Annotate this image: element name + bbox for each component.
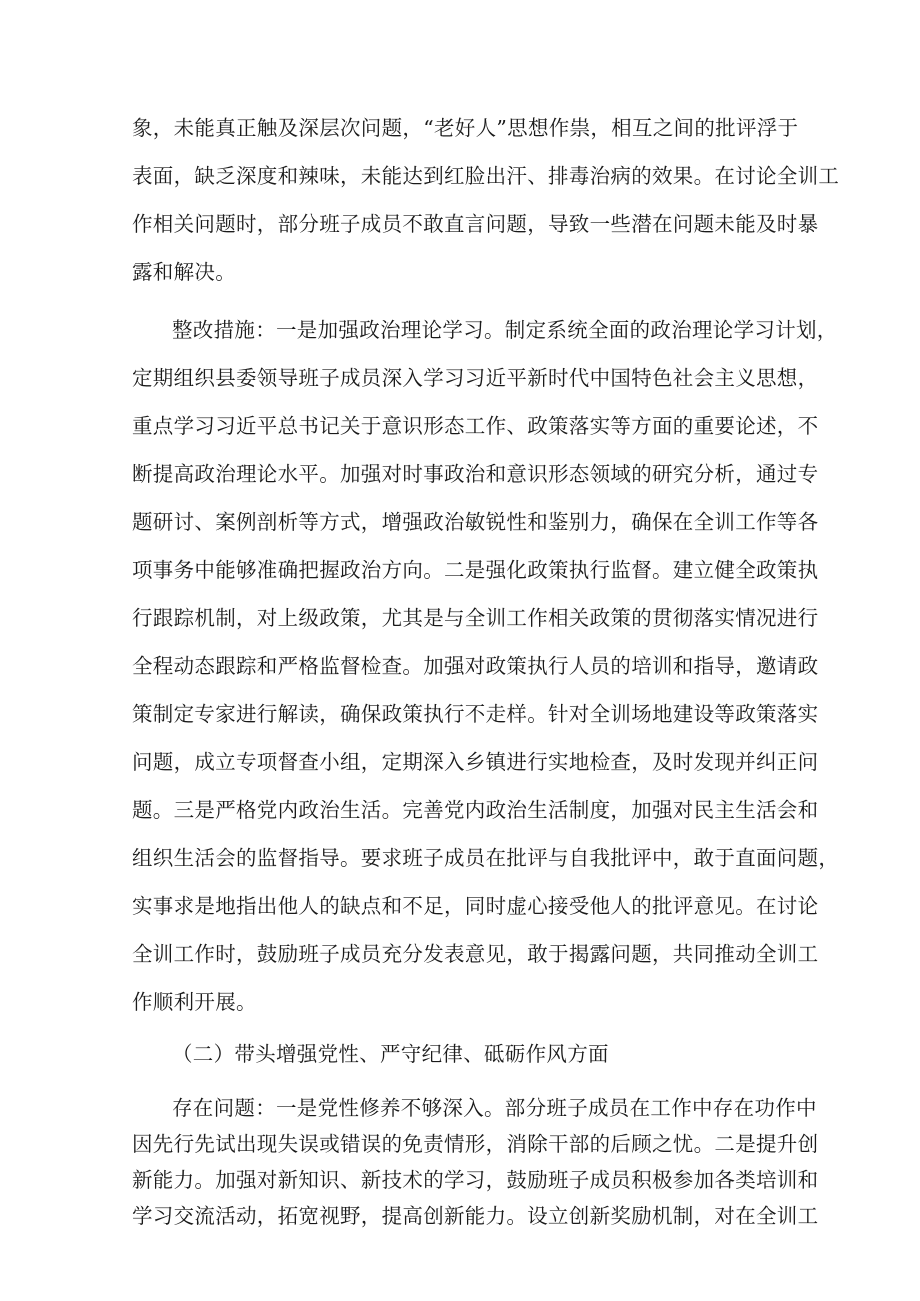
text-line: 项事务中能够准确把握政治方向。二是强化政策执行监督。建立健全政策执 xyxy=(132,558,819,582)
text-line: 新能力。加强对新知识、新技术的学习，鼓励班子成员积极参加各类培训和 xyxy=(132,1168,819,1192)
text-line: 定期组织县委领导班子成员深入学习习近平新时代中国特色社会主义思想， xyxy=(132,366,819,390)
text-line: 露和解决。 xyxy=(132,260,236,284)
text-line: 存在问题：一是党性修养不够深入。部分班子成员在工作中存在功作中 xyxy=(172,1096,817,1120)
text-line: 行跟踪机制，对上级政策，尤其是与全训工作相关政策的贯彻落实情况进行 xyxy=(132,606,819,630)
text-line: 表面，缺乏深度和辣味，未能达到红脸出汗、排毒治病的效果。在讨论全训工 xyxy=(132,164,840,188)
text-line: 题。三是严格党内政治生活。完善党内政治生活制度，加强对民主生活会和 xyxy=(132,798,819,822)
paragraph-problem-continuation xyxy=(132,104,840,296)
text-line: 断提高政治理论水平。加强对时事政治和意识形态领域的研究分析，通过专 xyxy=(132,462,819,486)
text-line: 全训工作时，鼓励班子成员充分发表意见，敢于揭露问题，共同推动全训工 xyxy=(132,942,819,966)
text-line: 作相关问题时，部分班子成员不敢直言问题，导致一些潜在问题未能及时暴 xyxy=(132,212,819,236)
paragraph-existing-problems xyxy=(132,1090,819,1234)
text-line: 实事求是地指出他人的缺点和不足，同时虚心接受他人的批评意见。在讨论 xyxy=(132,894,819,918)
section-heading: （二）带头增强党性、严守纪律、砥砺作风方面 xyxy=(172,1042,609,1066)
text-line: 作顺利开展。 xyxy=(132,990,257,1014)
text-line: 题研讨、案例剖析等方式，增强政治敏锐性和鉴别力，确保在全训工作等各 xyxy=(132,510,819,534)
text-line: 学习交流活动，拓宽视野，提高创新能力。设立创新奖励机制，对在全训工 xyxy=(132,1204,819,1228)
text-line: 整改措施：一是加强政治理论学习。制定系统全面的政治理论学习计划， xyxy=(172,318,838,342)
text-line: 象，未能真正触及深层次问题，“老好人”思想作祟，相互之间的批评浮于 xyxy=(132,116,799,140)
paragraph-rectification-measures xyxy=(132,306,840,1026)
text-line: 策制定专家进行解读，确保政策执行不走样。针对全训场地建设等政策落实 xyxy=(132,702,819,726)
text-line: 全程动态跟踪和严格监督检查。加强对政策执行人员的培训和指导，邀请政 xyxy=(132,654,819,678)
text-line: 重点学习习近平总书记关于意识形态工作、政策落实等方面的重要论述，不 xyxy=(132,414,819,438)
text-line: 因先行先试出现失误或错误的免责情形，消除干部的后顾之忧。二是提升创 xyxy=(132,1132,819,1156)
text-line: 问题，成立专项督查小组，定期深入乡镇进行实地检查，及时发现并纠正问 xyxy=(132,750,819,774)
text-line: 组织生活会的监督指导。要求班子成员在批评与自我批评中，敢于直面问题， xyxy=(132,846,840,870)
